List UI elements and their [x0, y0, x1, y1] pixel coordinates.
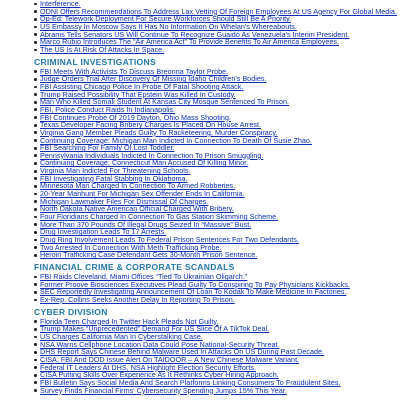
news-link[interactable]: Former Proove Biosciences Executives Plead Guilty To Conspiring To Pay Physicians Kickbacks.	[34, 281, 396, 289]
news-link[interactable]: Op-Ed: Telework Deployment For Secure Workforces Should Still Be A Priority.	[34, 15, 396, 23]
cyber-division-list	[34, 318, 396, 395]
news-link[interactable]: Pennsylvania Individuals Indicted In Connection To Prison Smuggling.	[34, 152, 396, 160]
news-link[interactable]: FBI Continues Probe Of 2019 Dayton, Ohio Mass Shooting.	[34, 114, 396, 122]
news-link[interactable]: Four Floridians Charged In Connection To Gas Station Skimming Scheme.	[34, 213, 396, 221]
news-link[interactable]: SEC Reportedly Investigating Announcement Of Loan To Kodak To Make Medicine In Factories.	[34, 288, 396, 296]
financial-crime-list	[34, 273, 396, 304]
news-link[interactable]: FBI Assisting Chicago Police In Probe Of Fatal Shooting Attack.	[34, 83, 396, 91]
news-link[interactable]: The US Is At Risk Of Attacks In Space.	[34, 46, 396, 54]
news-link[interactable]: Virginia Man Indicted For Threatening Schools.	[34, 167, 396, 175]
top-news-list	[34, 0, 396, 54]
news-link[interactable]: NSA Warns Cellphone Location Data Could Pose National-Security Threat.	[34, 341, 396, 349]
news-link[interactable]: FBI Searching For Family Of Lost Toddler.	[34, 144, 396, 152]
news-link[interactable]: CISA Putting Skills Over Experience As It Rethinks Cyber Hiring Approach.	[34, 371, 396, 379]
news-link[interactable]: Two Arrested In Connection With Meth Trafficking Probe.	[34, 244, 396, 252]
news-link[interactable]: More Than 370 Pounds Of Illegal Drugs Seized In “Massive” Bust.	[34, 221, 396, 229]
news-link[interactable]: Marco Rubio Introduces The “Air America Act” To Provide Benefits To Air America Employees.	[34, 38, 396, 46]
news-link[interactable]: FBI, Police Conduct Raids In Indianapolis.	[34, 106, 396, 114]
news-link[interactable]: Trump Raised Possibility That Epstein Was Killed In Custody.	[34, 91, 396, 99]
section-heading-criminal-investigations: CRIMINAL INVESTIGATIONS	[34, 56, 156, 67]
section-heading-cyber-division: CYBER DIVISION	[34, 306, 108, 317]
news-link[interactable]: 20-Year Manhunt For Michigan Sex Offender Ends In California.	[34, 190, 396, 198]
news-link[interactable]: Continuing Coverage: Connecticut Man Accused Of Killing Minor.	[34, 159, 396, 167]
news-link[interactable]: Interference.	[34, 0, 396, 8]
news-link[interactable]: ODNI Offers Recommendations To Address Lax Vetting Of Foreign Employees At US Agency For Global Media.	[34, 8, 396, 16]
news-link[interactable]: Heroin Trafficking Case Defendant Gets 30-Month Prison Sentence.	[34, 251, 396, 259]
news-link[interactable]: CISA, FBI And DOD Issue Alert On TAIDOOR – A New Chinese Malware Variant.	[34, 356, 396, 364]
news-link[interactable]: DHS Report Says Chinese Behind Malware Used In Attacks On US During Past Decade.	[34, 348, 396, 356]
news-link[interactable]: Drug Investigation Leads To 17 Arrests.	[34, 228, 396, 236]
news-link[interactable]: Man Who Killed Somali Student At Kansas City Mosque Sentenced To Prison.	[34, 98, 396, 106]
news-link[interactable]: Survey Finds Financial Firms' Cybersecurity Spending Jumps 15% This Year.	[34, 387, 396, 395]
news-link[interactable]: Michigan Lawmaker Files For Dismissal Of Charges.	[34, 198, 396, 206]
news-link[interactable]: US Charges California Man In Cyberstalking Case.	[34, 333, 396, 341]
criminal-investigations-list	[34, 68, 396, 259]
news-link[interactable]: Continuing Coverage: Michigan Man Indicted In Connection To Death Of Susie Zhao.	[34, 137, 396, 145]
news-link[interactable]: Florida Teen Charged In Twitter Hack Pleads Not Guilty.	[34, 318, 396, 326]
news-link[interactable]: Judge Orders Trial After Discovery Of Missing Idaho Children's Bodies.	[34, 75, 396, 83]
news-link[interactable]: Virginia Gang Member Pleads Guilty To Racketeering, Murder Conspiracy.	[34, 129, 396, 137]
news-link[interactable]: Minnesota Man Charged In Connection To Armed Robberies.	[34, 182, 396, 190]
news-link[interactable]: FBI Raids Cleveland, Miami Offices “Tied To Ukrainian Oligarch.”	[34, 273, 396, 281]
news-link[interactable]: Drug Ring Involvement Leads To Federal Prison Sentences For Two Defendants.	[34, 236, 396, 244]
news-link[interactable]: FBI Investigating Fatal Stabbing In Oklahoma.	[34, 175, 396, 183]
news-link[interactable]: North Dakota Native American Official Charged With Bribery.	[34, 205, 396, 213]
news-link[interactable]: FBI Bulletin Says Social Media And Search Platforms Linking Consumers To Fraudulent Sites.	[34, 379, 396, 387]
news-link[interactable]: Texas Developer Facing Bribery Charges Is Placed On House Arrest.	[34, 121, 396, 129]
news-link[interactable]: Abrams Tells Senators US Will Continue To Recognize Guaidó As Venezuela's Interim President.	[34, 31, 396, 39]
news-link[interactable]: US Embassy In Moscow Says It Has No Information On Whelan's Whereabouts.	[34, 23, 396, 31]
section-heading-financial-crime: FINANCIAL CRIME & CORPORATE SCANDALS	[34, 262, 235, 272]
news-link[interactable]: Ex-Rep. Collins Seeks Another Delay In Reporting To Prison.	[34, 296, 396, 304]
news-link[interactable]: Trump Makes “Unprecedented” Demand For US Slice Of A TikTok Deal.	[34, 325, 396, 333]
news-link[interactable]: Federal IT Leaders At DHS, NSA Highlight Election Security Efforts.	[34, 364, 396, 372]
news-link[interactable]: FBI Meets With Activists To Discuss Breonna Taylor Probe.	[34, 68, 396, 76]
